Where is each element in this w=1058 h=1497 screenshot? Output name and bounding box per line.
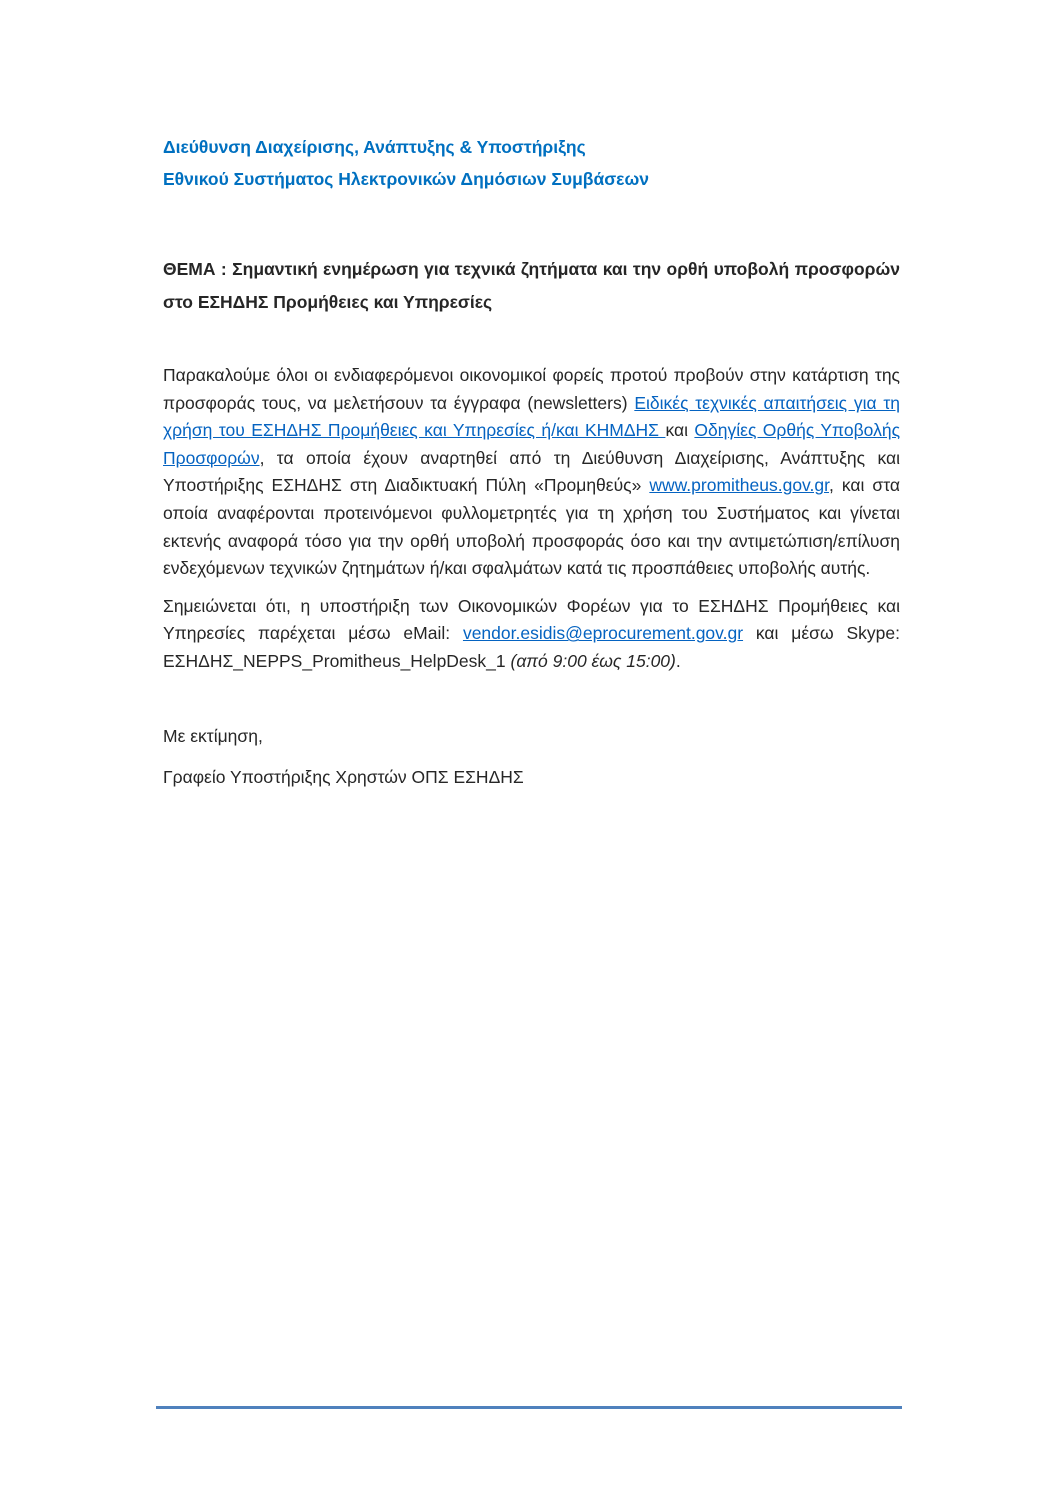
document-content — [163, 131, 900, 791]
closing-signature: Γραφείο Υποστήριξης Χρηστών ΟΠΣ ΕΣΗΔΗΣ — [163, 766, 524, 787]
subject-line: ΘΕΜΑ : Σημαντική ενημέρωση για τεχνικά ζητήματα και την ορθή υποβολή προσφορών στο ΕΣΗΔΗΣ Προμήθειες και Υπηρεσίες — [163, 259, 900, 312]
support-hours-text: (από 9:00 έως 15:00) — [510, 650, 676, 671]
footer-divider — [156, 1406, 902, 1409]
sender-header-line-1: Διεύθυνση Διαχείρισης, Ανάπτυξης & Υποστήριξης — [163, 137, 586, 157]
paragraph-2-text-2: και μέσω Skype: ΕΣΗΔΗΣ_NEPPS_Promitheus_HelpDesk_1 — [163, 623, 900, 671]
paragraph-2 — [163, 593, 900, 676]
paragraph-1-text-1: Παρακαλούμε όλοι οι ενδιαφερόμενοι οικονομικοί φορείς προτού προβούν στην κατάρτιση της προσφοράς τους, να μελετήσουν τα έγγραφα (newsletters) — [163, 365, 900, 413]
paragraph-1 — [163, 362, 900, 583]
paragraph-2-text-1: Σημειώνεται ότι, η υποστήριξη των Οικονομικών Φορέων για το ΕΣΗΔΗΣ Προμήθειες και Υπηρεσίες παρέχεται μέσω eMail: — [163, 595, 900, 644]
paragraph-1-text-3: , τα οποία έχουν αναρτηθεί από τη Διεύθυνση Διαχείρισης, Ανάπτυξης και Υποστήριξης ΕΣΗΔΗΣ στη Διαδικτυακή Πύλη «Προμηθεύς» — [163, 447, 900, 496]
correct-submission-guidelines-link[interactable]: Οδηγίες Ορθής Υποβολής Προσφορών — [163, 420, 901, 468]
vendor-email-link[interactable]: vendor.esidis@eprocurement.gov.gr — [462, 623, 744, 644]
paragraph-1-text-4: , και στα οποία αναφέρονται προτεινόμενοι φυλλομετρητές για τη χρήση του Συστήματος και γίνεται εκτενής αναφορά τόσο για την ορθή υποβολή προσφοράς όσο και την αντιμετώπιση/επίλυση ενδεχόμενων τεχνικών ζητημάτων ή/και σφαλμάτων κατά τις προσπάθειες υποβολής αυτής. — [163, 475, 900, 579]
paragraph-2-text-3: . — [675, 650, 681, 671]
technical-requirements-link[interactable]: Ειδικές τεχνικές απαιτήσεις για τη χρήση του ΕΣΗΔΗΣ Προμήθειες και Υπηρεσίες ή/και ΚΗΜΔΗΣ — [163, 392, 900, 441]
promitheus-portal-link[interactable]: www.promitheus.gov.gr — [649, 475, 829, 496]
paragraph-1-text-2: και — [665, 420, 695, 441]
sender-header-line-2: Εθνικού Συστήματος Ηλεκτρονικών Δημόσιων Συμβάσεων — [163, 169, 650, 189]
sender-header — [163, 131, 900, 195]
closing-salutation: Με εκτίμηση, — [163, 725, 263, 746]
